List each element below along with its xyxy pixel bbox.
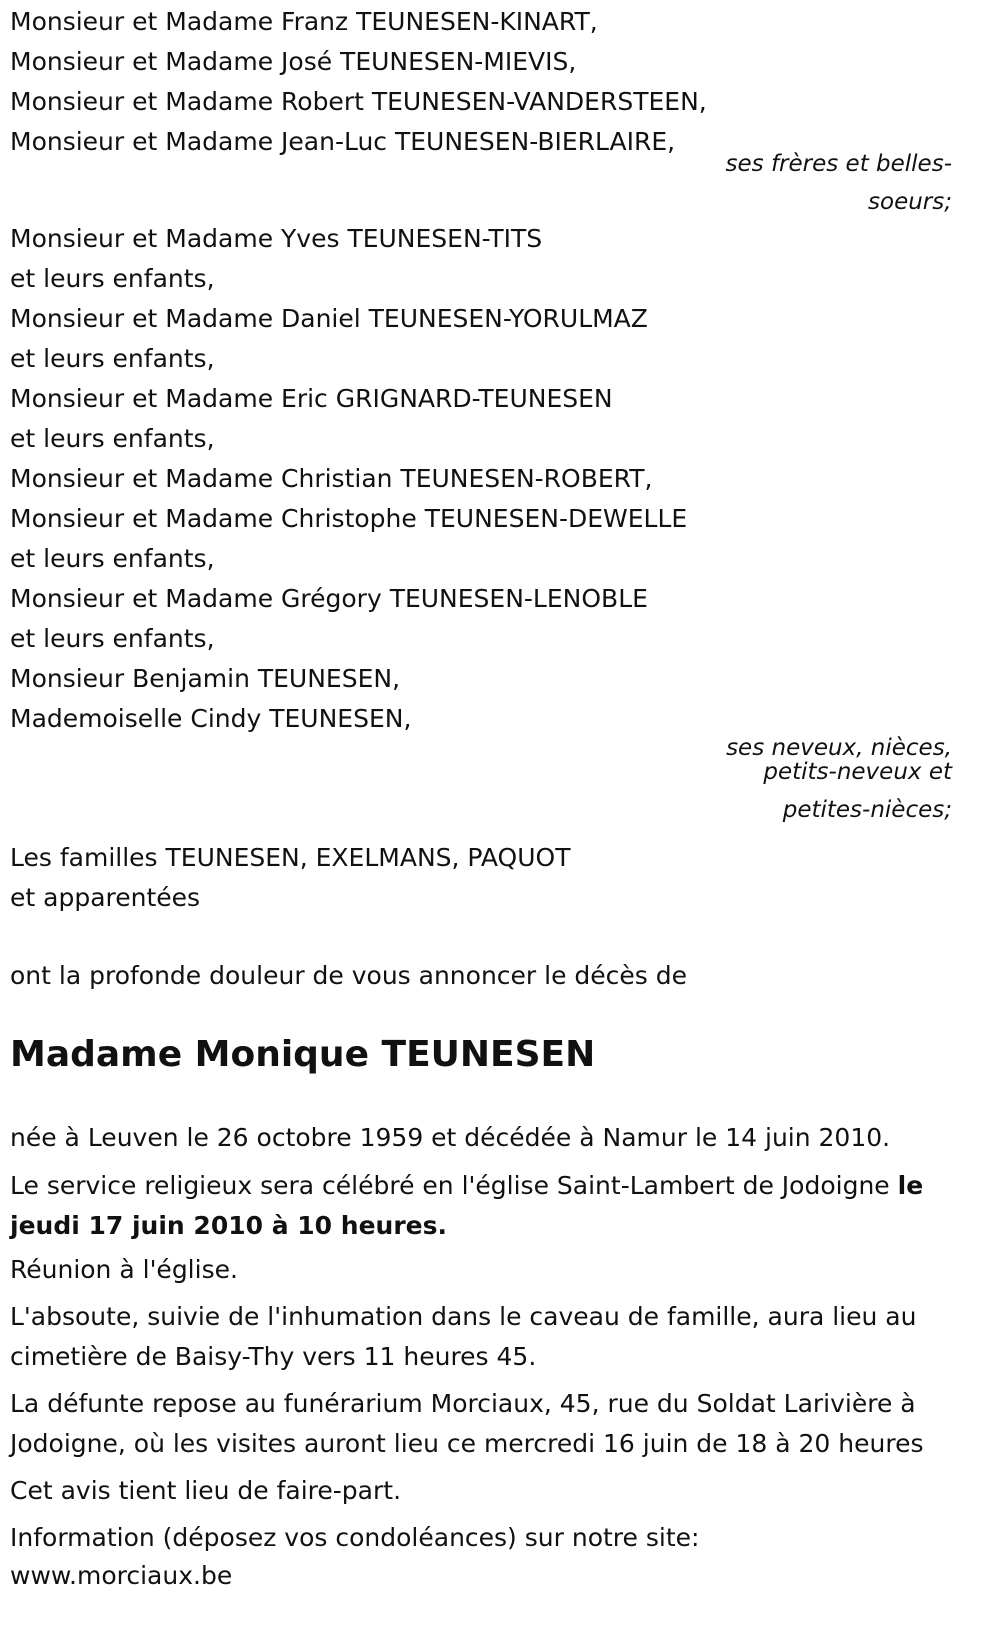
nephew-line: Mademoiselle Cindy TEUNESEN, xyxy=(10,704,412,733)
faire-part-text: Cet avis tient lieu de faire-part. xyxy=(10,1476,402,1505)
announcement-block xyxy=(10,956,990,996)
deceased-name: Madame Monique TEUNESEN xyxy=(10,1034,596,1075)
sibling-line: Monsieur et Madame Franz TEUNESEN-KINART, xyxy=(10,7,598,36)
nephew-line: Monsieur et Madame Christian TEUNESEN-ROBERT, xyxy=(10,464,653,493)
website-link[interactable]: www.morciaux.be xyxy=(10,1561,233,1590)
nephews-role-line: ses neveux, nièces, xyxy=(726,735,952,761)
nephew-line: Monsieur Benjamin TEUNESEN, xyxy=(10,664,401,693)
nephews-role xyxy=(726,736,952,836)
birth-death-text: née à Leuven le 26 octobre 1959 et décédée à Namur le 14 juin 2010. xyxy=(10,1123,891,1152)
sibling-line: Monsieur et Madame Jean-Luc TEUNESEN-BIERLAIRE, xyxy=(10,127,676,156)
absoute-text: L'absoute, suivie de l'inhumation dans le caveau de famille, aura lieu au cimetière de Baisy-Thy vers 11 heures 45. xyxy=(10,1302,917,1371)
sibling-line: Monsieur et Madame José TEUNESEN-MIEVIS, xyxy=(10,47,577,76)
nephew-line: Monsieur et Madame Daniel TEUNESEN-YORULMAZ xyxy=(10,304,648,333)
nephews-role-line: petites-nièces; xyxy=(782,797,952,823)
nephews-role-line: petits-neveux et xyxy=(763,759,952,785)
info-label: Information (déposez vos condoléances) sur notre site: xyxy=(10,1523,700,1552)
nephew-line: et leurs enfants, xyxy=(10,624,215,653)
reunion-text: Réunion à l'église. xyxy=(10,1255,238,1284)
repose-text: La défunte repose au funérarium Morciaux, 45, rue du Soldat Larivière à Jodoigne, où les visites auront lieu ce mercredi 16 juin de 18 à 20 heures xyxy=(10,1389,924,1458)
nephew-line: et leurs enfants, xyxy=(10,344,215,373)
announcement-text: ont la profonde douleur de vous annoncer le décès de xyxy=(10,961,688,990)
nephew-line: et leurs enfants, xyxy=(10,264,215,293)
nephew-line: et leurs enfants, xyxy=(10,424,215,453)
service-date: le jeudi 17 juin 2010 à 10 heures. xyxy=(10,1171,924,1240)
siblings-role-line: ses frères et belles- xyxy=(725,151,952,177)
nephew-line: Monsieur et Madame Yves TEUNESEN-TITS xyxy=(10,224,543,253)
families-block xyxy=(10,838,990,918)
sibling-line: Monsieur et Madame Robert TEUNESEN-VANDERSTEEN, xyxy=(10,87,707,116)
service-paragraph xyxy=(10,1166,985,1246)
nephew-line: Monsieur et Madame Christophe TEUNESEN-DEWELLE xyxy=(10,504,688,533)
siblings-role xyxy=(726,145,952,221)
service-text: Le service religieux sera célébré en l'église Saint-Lambert de Jodoigne xyxy=(10,1171,898,1200)
nephew-line: Monsieur et Madame Eric GRIGNARD-TEUNESEN xyxy=(10,384,613,413)
nephews-list xyxy=(10,219,990,739)
families-line: Les familles TEUNESEN, EXELMANS, PAQUOT xyxy=(10,843,571,872)
families-line: et apparentées xyxy=(10,883,201,912)
nephew-line: et leurs enfants, xyxy=(10,544,215,573)
nephew-line: Monsieur et Madame Grégory TEUNESEN-LENOBLE xyxy=(10,584,648,613)
siblings-list xyxy=(10,2,990,162)
siblings-role-line: soeurs; xyxy=(868,189,952,215)
